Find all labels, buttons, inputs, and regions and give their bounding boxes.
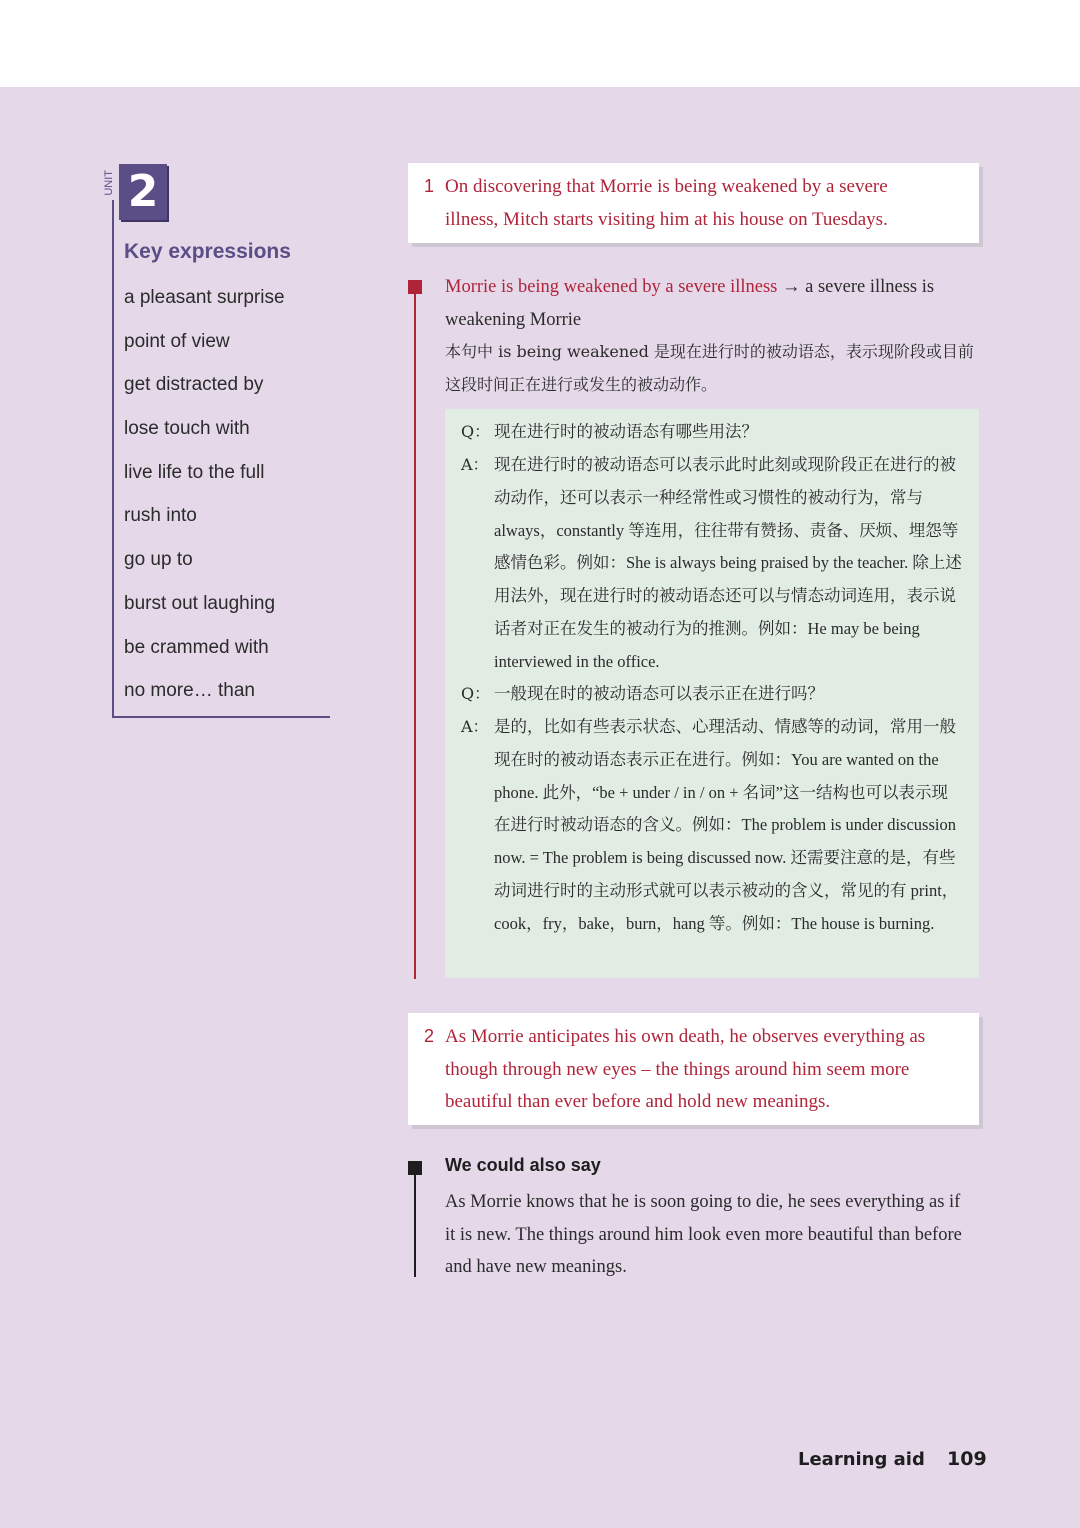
sentence-2-box <box>408 1013 979 1125</box>
qa-label: Q： <box>461 684 491 703</box>
arrow-icon: → <box>782 277 801 297</box>
key-expression-item: a pleasant surprise <box>124 287 285 308</box>
qa-label: A： <box>461 717 489 736</box>
key-expression-item: burst out laughing <box>124 592 276 614</box>
note-1-rest: a severe illness is weakening Morrie <box>445 277 935 330</box>
qa-text: 是的，比如有些表示状态、心理活动、情感等的动词，常用一般现在时的被动语态表示正在进行。例如：You are wanted on the phone. 此外，“be + under / in / on + 名词”这一结构也可以表示现在进行时被动语态的含义。例如：The problem is under discussion now. = The problem is being discussed now. 还需要注意的是，有些动词进行时的主动形式就可以表示被动的含义，常见的有 print，cook，fry，bake，burn，hang 等。例如：The house is burning. <box>494 717 959 933</box>
qa-label: A： <box>461 455 489 474</box>
unit-number: 2 <box>119 164 167 220</box>
key-expressions-list <box>124 284 285 721</box>
note-2-title: We could also say <box>445 1155 601 1175</box>
note-1-line <box>414 292 416 979</box>
note-2-line <box>414 1172 416 1277</box>
sentence-2-number: 2 <box>424 1026 435 1046</box>
sentence-2-text: As Morrie anticipates his own death, he observes everything as though through new eyes – the things around him seem more beautiful than ever before and hold new meanings. <box>445 1026 926 1112</box>
sentence-1-box <box>408 163 979 243</box>
key-expression-item: no more… than <box>124 680 255 702</box>
sentence-1-text: On discovering that Morrie is being weakened by a severe illness, Mitch starts visiting him at his house on Tuesdays. <box>445 176 888 230</box>
key-expression-item: rush into <box>124 505 197 527</box>
note-1-text <box>445 271 975 401</box>
qa-box <box>445 409 979 978</box>
qa-text: 现在进行时的被动语态可以表示此时此刻或现阶段正在进行的被动动作，还可以表示一种经常性或习惯性的被动行为，常与 always，constantly 等连用，往往带有赞扬、责备、厌烦、埋怨等感情色彩。例如：She is always being praised by the teacher. 除上述用法外，现在进行时的被动语态还可以与情态动词连用，表示说话者对正在发生的被动行为的推测。例如：He may be being interviewed in the office. <box>494 455 962 671</box>
key-expression-item: get distracted by <box>124 374 264 396</box>
sidebar-rule-vertical <box>112 200 114 718</box>
key-expression-item: lose touch with <box>124 418 250 440</box>
note-1-highlight: Morrie is being weakened by a severe illness <box>445 277 778 297</box>
unit-label-text: UNIT <box>102 170 115 196</box>
note-2-text: As Morrie knows that he is soon going to die, he sees everything as if it is new. The things around him look even more beautiful than before and have new meanings. <box>445 1192 962 1277</box>
key-expression-item: be crammed with <box>124 636 269 658</box>
note-1-explanation: 本句中 is being weakened 是现在进行时的被动语态，表示现阶段或目前这段时间正在进行或发生的被动动作。 <box>445 342 974 394</box>
unit-label <box>101 170 117 196</box>
key-expression-item: go up to <box>124 549 193 571</box>
qa-text: 现在进行时的被动语态有哪些用法？ <box>494 422 758 441</box>
page-number: 109 <box>947 1448 987 1470</box>
qa-text: 一般现在时的被动语态可以表示正在进行吗？ <box>494 684 824 703</box>
key-expression-item: live life to the full <box>124 461 265 483</box>
sentence-1-number: 1 <box>424 176 435 196</box>
qa-label: Q： <box>461 422 491 441</box>
key-expression-item: point of view <box>124 330 230 352</box>
key-expressions-title: Key expressions <box>124 240 291 263</box>
footer-section-label: Learning aid <box>798 1449 925 1470</box>
